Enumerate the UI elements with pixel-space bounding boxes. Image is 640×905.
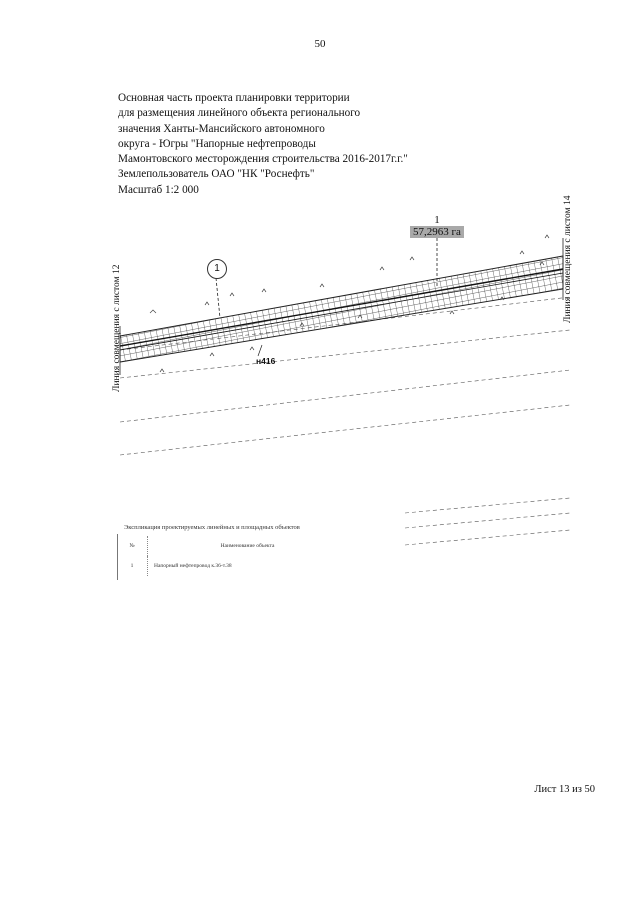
legend-header-row [117,536,341,556]
callout-number: 1 [434,214,440,226]
right-match-line-label: Линия совмещения с листом 14 [563,195,573,323]
title-line: Мамонтовского месторождения строительства 2016-2017г.г." [118,153,408,166]
point-label: н416 [256,356,276,366]
title-line: для размещения линейного объекта регионального [118,107,361,120]
area-callout [410,214,464,238]
legend-table [117,536,341,576]
corridor-hatch [120,256,563,362]
left-match-line-label: Линия совмещения с листом 12 [112,264,122,392]
landowner-line: Землепользователь ОАО "НК "Роснефть" [118,168,315,181]
legend-col-no: № [117,536,148,556]
title-line: Основная часть проекта планировки территории [118,92,350,104]
point-leader [258,345,262,356]
callout-area: 57,2963 га [410,226,464,238]
marker-leader [216,278,220,318]
page-number: 50 [314,38,326,50]
legend-frame-edge [117,534,118,580]
legend-row-no: 1 [117,556,148,576]
object-marker: 1 [207,259,227,279]
legend-col-name: Наименование объекта [220,543,275,549]
legend-row-name: Напорный нефтепровод к.36-т.38 [154,563,232,569]
scale-line: Масштаб 1:2 000 [118,183,199,196]
sheet-number: Лист 13 из 50 [534,784,595,795]
title-line: значения Ханты-Мансийского автономного [118,122,325,135]
legend-row [117,556,341,576]
title-line: округа - Югры "Напорные нефтепроводы [118,137,316,150]
legend-title: Экспликация проектируемых линейных и площадных объектов [124,524,300,531]
